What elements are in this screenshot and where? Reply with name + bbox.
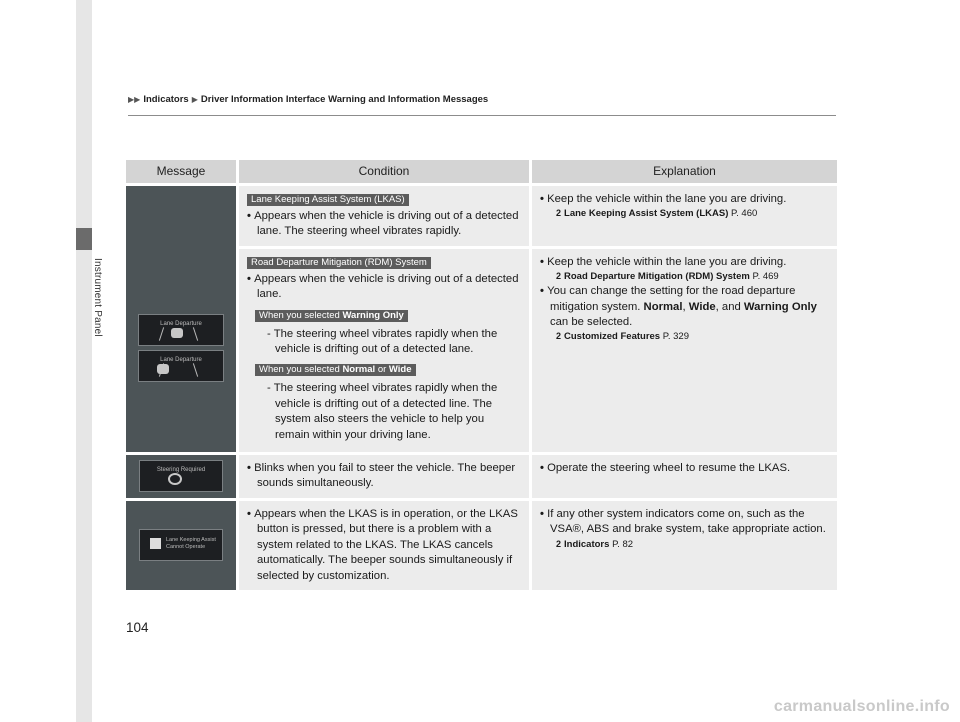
condition-subtext: - The steering wheel vibrates rapidly when the vehicle is drifting out of a detected line. The system also steers the vehicle to help you remain within your driving lane. bbox=[267, 382, 498, 441]
header-explanation: Explanation bbox=[529, 160, 837, 183]
section-label: Instrument Panel bbox=[92, 258, 103, 337]
reference-arrow-icon: 2 bbox=[556, 538, 562, 549]
tag-warning-only: When you selected Warning Only bbox=[255, 310, 408, 322]
page-number: 104 bbox=[126, 620, 149, 635]
breadcrumb-indicators[interactable]: Indicators bbox=[143, 94, 189, 105]
breadcrumb bbox=[128, 94, 488, 105]
lane-departure-screen: Lane Departure bbox=[138, 314, 224, 346]
message-cell bbox=[126, 186, 236, 452]
explanation-text: • Keep the vehicle within the lane you are driving. bbox=[540, 255, 829, 270]
explanation-cell bbox=[529, 249, 837, 452]
lane-departure-screen: Lane Departure bbox=[138, 350, 224, 382]
explanation-text: • Operate the steering wheel to resume the LKAS. bbox=[540, 461, 829, 476]
explanation-text: • Keep the vehicle within the lane you are driving. bbox=[540, 192, 829, 207]
side-tab-marker bbox=[76, 228, 92, 250]
explanation-cell bbox=[529, 501, 837, 590]
cross-reference[interactable]: 2 Road Departure Mitigation (RDM) System P. 469 bbox=[556, 271, 779, 283]
header-rule bbox=[128, 115, 836, 116]
explanation-text: • If any other system indicators come on, such as the VSA®, ABS and brake system, take appropriate action. bbox=[540, 507, 829, 538]
tag-lkas: Lane Keeping Assist System (LKAS) bbox=[247, 194, 409, 206]
reference-arrow-icon: 2 bbox=[556, 331, 562, 342]
condition-text: • Blinks when you fail to steer the vehicle. The beeper sounds simultaneously. bbox=[247, 461, 521, 492]
cross-reference[interactable]: 2 Lane Keeping Assist System (LKAS) P. 460 bbox=[556, 208, 758, 220]
condition-cell bbox=[236, 455, 529, 498]
car-icon bbox=[157, 364, 169, 374]
condition-text: • Appears when the LKAS is in operation, or the LKAS button is pressed, but there is a problem with a system related to the LKAS. The LKAS cancels automatically. The beeper sounds simultaneously if selected by customization. bbox=[247, 507, 521, 584]
explanation-cell bbox=[529, 186, 837, 246]
condition-cell bbox=[236, 186, 529, 246]
header-message: Message bbox=[126, 160, 236, 183]
tag-normal-wide: When you selected Normal or Wide bbox=[255, 364, 416, 376]
condition-text: • Appears when the vehicle is driving out of a detected lane. The steering wheel vibrates rapidly. bbox=[247, 209, 521, 240]
condition-cell bbox=[236, 501, 529, 590]
explanation-text: • You can change the setting for the road departure mitigation system. Normal, Wide, and Warning Only can be selected. bbox=[540, 284, 829, 330]
table-row bbox=[126, 501, 837, 590]
steering-wheel-icon bbox=[168, 473, 182, 485]
breadcrumb-arrow-icon: ▶ bbox=[191, 95, 198, 104]
tag-rdm: Road Departure Mitigation (RDM) System bbox=[247, 257, 431, 269]
steering-required-screen: Steering Required bbox=[139, 460, 223, 492]
reference-arrow-icon: 2 bbox=[556, 271, 562, 282]
table-row bbox=[126, 186, 837, 246]
condition-cell bbox=[236, 249, 529, 452]
lkas-indicator-icon bbox=[150, 538, 161, 549]
message-cell bbox=[126, 501, 236, 590]
side-tab bbox=[76, 0, 92, 722]
explanation-cell bbox=[529, 455, 837, 498]
cross-reference[interactable]: 2 Indicators P. 82 bbox=[556, 538, 634, 550]
breadcrumb-arrow-icon: ▶▶ bbox=[128, 95, 141, 104]
car-icon bbox=[171, 328, 183, 338]
header-condition: Condition bbox=[236, 160, 529, 183]
breadcrumb-current: Driver Information Interface Warning and Information Messages bbox=[200, 94, 489, 105]
messages-table bbox=[126, 157, 837, 593]
condition-text: • Appears when the vehicle is driving out of a detected lane. bbox=[247, 272, 521, 303]
reference-arrow-icon: 2 bbox=[556, 208, 562, 219]
table-row bbox=[126, 455, 837, 498]
lkas-cannot-operate-screen: Lane Keeping Assist Cannot Operate bbox=[139, 529, 223, 561]
cross-reference[interactable]: 2 Customized Features P. 329 bbox=[556, 331, 689, 343]
message-cell bbox=[126, 455, 236, 498]
watermark: carmanualsonline.info bbox=[773, 698, 950, 715]
table-header-row bbox=[126, 160, 837, 183]
condition-subtext: - The steering wheel vibrates rapidly when the vehicle is drifting out of a detected lane. bbox=[267, 327, 498, 356]
